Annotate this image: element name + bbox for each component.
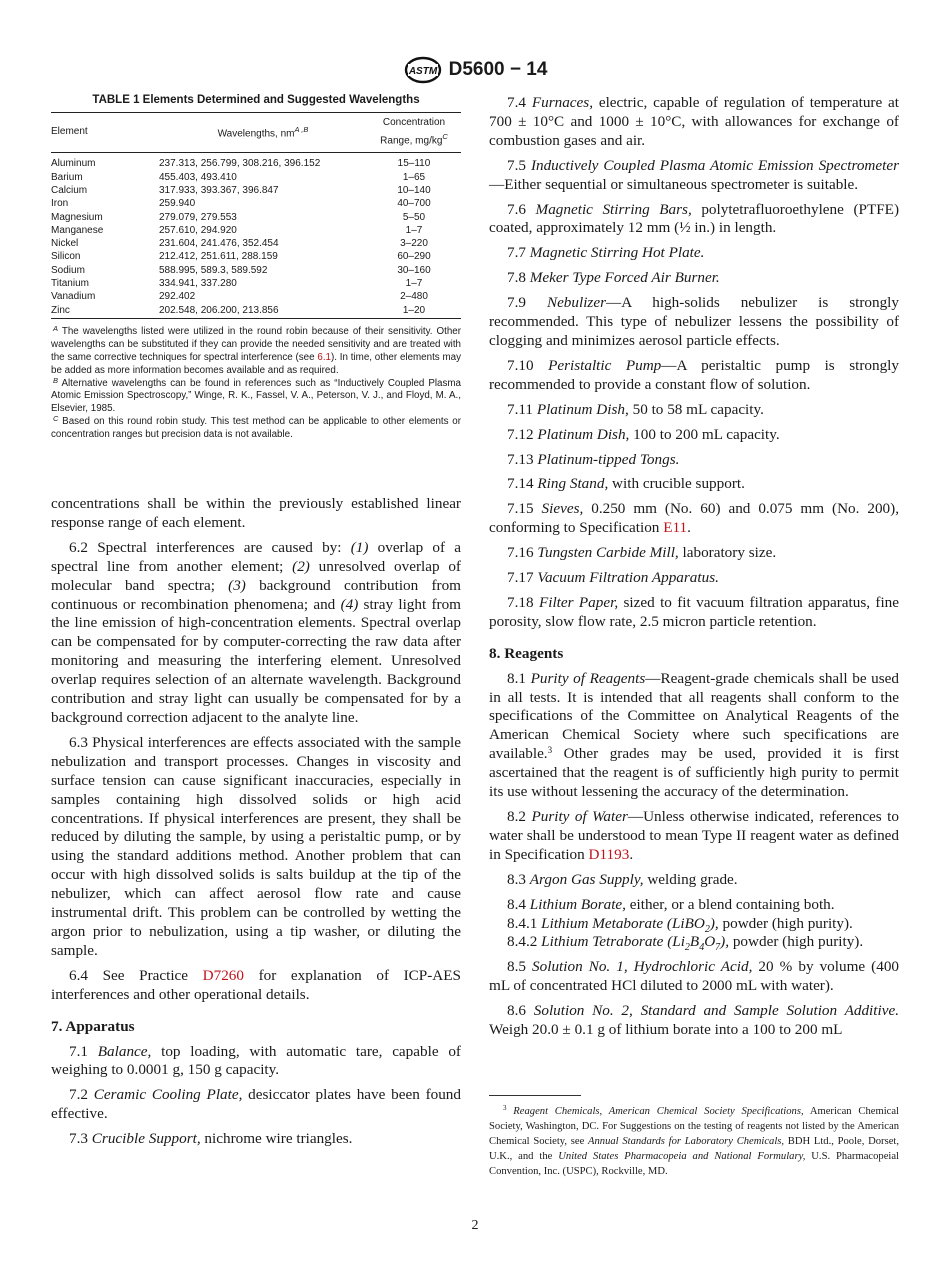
table-row	[51, 224, 461, 237]
cell-element: Iron	[51, 198, 69, 210]
footnote-divider	[489, 1095, 581, 1096]
page-header	[0, 56, 950, 86]
paragraph-7-12: 7.12 Platinum Dish, 100 to 200 mL capacity.	[507, 425, 780, 443]
paragraph-7-15: 7.15 Sieves, 0.250 mm (No. 60) and 0.075 mm (No. 200), conforming to Specification E11.	[489, 500, 899, 537]
cell-range: 1–7	[405, 278, 423, 289]
table-footnote-b: $^B$ Alternative wavelengths can be found in references such as “Inductively Coupled Plasma Atomic Emission Spectroscopy,” Winge, R. K., Fassel, V. A., Peterson, V. J., and Floyd, M. A., Elsevier, 1985.	[51, 375, 461, 415]
table-footnote-a: $^A$ The wavelengths listed were utilized in the round robin because of their sensitivity. Other wavelengths can be substituted if they can provide the needed sensitivity and are treated with the same corrective techniques for spectral interference (see 6.1). In time, other elements may be added as more information becomes available and as required.	[51, 323, 462, 376]
left-body-text	[51, 495, 461, 1149]
cell-element: Titanium	[51, 278, 89, 289]
paragraph-7-6: 7.6 Magnetic Stirring Bars, polytetrafluoroethylene (PTFE) coated, approximately 12 mm (½ in.) in length.	[489, 200, 900, 237]
table-row	[51, 211, 461, 224]
e11-link[interactable]: E11	[663, 519, 688, 537]
column-header-element: Element	[51, 113, 159, 153]
right-column	[489, 94, 899, 1046]
cell-wavelengths: 317.933, 393.367, 396.847	[159, 184, 279, 196]
table-row	[51, 237, 461, 250]
table-row	[51, 304, 461, 319]
table-footnotes	[51, 323, 462, 442]
paragraph-7-17: 7.17 Vacuum Filtration Apparatus.	[507, 569, 719, 587]
paragraph-8-6: 8.6 Solution No. 2, Standard and Sample Solution Additive. Weigh 20.0 ± 0.1 g of lithium borate into a 100 to 200 mL	[489, 1002, 899, 1039]
table-header-row	[51, 113, 461, 153]
cell-range: 40–700	[397, 198, 431, 210]
table-row	[51, 197, 461, 210]
paragraph-8-4-1: 8.4.1 Lithium Metaborate (LiBO$_2$), powder (high purity).	[507, 914, 853, 935]
table-row	[51, 153, 461, 171]
section-6-1-link[interactable]: 6.1	[317, 351, 332, 363]
cell-range: 5–50	[402, 211, 426, 223]
cell-wavelengths: 259.940	[159, 198, 196, 210]
paragraph-7-9: 7.9 Nebulizer—A high-solids nebulizer is strongly recommended. This type of nebulizer lessens the possibility of clogging and minimizes aerosol particle effects.	[489, 294, 899, 349]
table-footnote-c: $^C$ Based on this round robin study. This test method can be applicable to other elements or concentration ranges but precision data is not available.	[51, 414, 461, 441]
paragraph-7-4: 7.4 Furnaces, electric, capable of regulation of temperature at 700 ± 10°C and 1000 ± 10°C, with allowances for exchange of combustion gases and air.	[489, 94, 900, 149]
table-row	[51, 264, 461, 277]
paragraph-8-2: 8.2 Purity of Water—Unless otherwise indicated, references to water shall be understood to mean Type II reagent water as defined in Specification D1193.	[489, 808, 899, 863]
astm-logo-text: ASTM	[408, 66, 437, 77]
paragraph-7-3: 7.3 Crucible Support, nichrome wire triangles.	[69, 1130, 353, 1148]
paragraph-7-13: 7.13 Platinum-tipped Tongs.	[507, 450, 680, 468]
table-row	[51, 290, 461, 303]
cell-range: 60–290	[397, 251, 431, 263]
cell-wavelengths: 231.604, 241.476, 352.454	[159, 238, 279, 250]
table-row	[51, 171, 461, 184]
paragraph-6-3: 6.3 Physical interferences are effects associated with the sample nebulization and transport processes. Changes in viscosity and surface tension can cause significant inaccuracies, especially in samples containing high dissolved solids or high acid concentrations. If physical interferences are present, they shall be reduced by diluting the sample, by using a peristaltic pump, or by using the standard additions method. Another problem that can occur with high dissolved solids is salts buildup at the tip of the nebulizer, which can affect aerosol flow rate and cause instrumental drift. This problem can be controlled by wetting the argon prior to nebulization, using a tip washer, or diluting the sample.	[51, 733, 461, 959]
cell-wavelengths: 202.548, 206.200, 213.856	[159, 304, 367, 319]
paragraph-8-1: 8.1 Purity of Reagents—Reagent-grade chemicals shall be used in all tests. It is intended that all reagents shall conform to the specifications of the Committee on Analytical Reagents of the American Chemical Society where such specifications are available.$^3$ Other grades may be used, provided it is first ascertained that the reagent is of sufficiently high purity to permit its use without lessening the accuracy of the determination.	[489, 669, 900, 801]
document-number: D5600 − 14	[448, 59, 548, 80]
cell-range: 1–7	[405, 224, 423, 236]
section-heading-apparatus: 7. Apparatus	[51, 1017, 135, 1035]
paragraph-7-10: 7.10 Peristaltic Pump—A peristaltic pump is strongly recommended to provide a constant flow of solution.	[489, 356, 899, 393]
paragraph-7-8: 7.8 Meker Type Forced Air Burner.	[507, 269, 720, 287]
cell-element: Zinc	[51, 304, 159, 319]
cell-element: Barium	[51, 171, 83, 183]
cell-wavelengths: 257.610, 294.920	[159, 224, 237, 236]
cell-range: 10–140	[397, 184, 431, 196]
cell-range: 1–20	[367, 304, 461, 319]
cell-wavelengths: 292.402	[159, 291, 196, 303]
cell-element: Magnesium	[51, 211, 103, 223]
cell-element: Vanadium	[51, 291, 96, 303]
cell-range: 2–480	[400, 291, 428, 303]
cell-element: Calcium	[51, 184, 88, 196]
column-header-range: Concentration Range, $mg/kg^C$	[367, 113, 461, 153]
footnote-3: $^3$ Reagent Chemicals, American Chemical Society Specifications, American Chemical Society, Washington, DC. For Suggestions on the testing of reagents not listed by the American Chemical Society, see Annual Standards for Laboratory Chemicals, BDH Ltd., Poole, Dorset, U.K., and the United States Pharmacopeia and National Formulary, U.S. Pharmacopeial Convention, Inc. (USPC), Rockville, MD.	[489, 1104, 899, 1178]
cell-range: 1–65	[402, 171, 426, 183]
footnote-ref-3[interactable]: 3	[547, 745, 553, 756]
paragraph-7-16: 7.16 Tungsten Carbide Mill, laboratory size.	[507, 544, 777, 562]
paragraph-7-5: 7.5 Inductively Coupled Plasma Atomic Emission Spectrometer—Either sequential or simultaneous spectrometer is suitable.	[489, 156, 899, 193]
cell-element: Aluminum	[51, 158, 96, 170]
paragraph-7-1: 7.1 Balance, top loading, with automatic tare, capable of weighing to 0.0001 g, 150 g capacity.	[51, 1042, 461, 1079]
cell-element: Manganese	[51, 224, 104, 236]
d1193-link[interactable]: D1193	[588, 845, 630, 863]
cell-wavelengths: 334.941, 337.280	[159, 278, 237, 289]
left-column	[51, 94, 461, 1155]
cell-wavelengths: 279.079, 279.553	[159, 211, 237, 223]
elements-table	[51, 112, 461, 319]
paragraph-8-3: 8.3 Argon Gas Supply, welding grade.	[507, 870, 738, 888]
cell-wavelengths: 588.995, 589.3, 589.592	[159, 264, 268, 276]
table-row	[51, 277, 461, 290]
paragraph-7-14: 7.14 Ring Stand, with crucible support.	[507, 475, 745, 493]
cell-range: 3–220	[400, 238, 428, 250]
page-number: 2	[471, 1218, 479, 1233]
cell-range: 30–160	[397, 264, 431, 276]
paragraph-7-18: 7.18 Filter Paper, sized to fit vacuum filtration apparatus, fine porosity, slow flow rate, 2.5 micron particle retention.	[489, 593, 900, 630]
paragraph-7-2: 7.2 Ceramic Cooling Plate, desiccator plates have been found effective.	[51, 1086, 461, 1123]
cell-wavelengths: 455.403, 493.410	[159, 171, 237, 183]
cell-element: Nickel	[51, 238, 79, 250]
paragraph-7-11: 7.11 Platinum Dish, 50 to 58 mL capacity.	[507, 400, 764, 418]
paragraph-8-4-2: 8.4.2 Lithium Tetraborate $(Li_2B_4O_7)$, powder (high purity).	[507, 933, 864, 954]
table-row	[51, 250, 461, 263]
section-heading-reagents: 8. Reagents	[489, 644, 564, 662]
table-title: TABLE 1 Elements Determined and Suggested Wavelengths	[92, 94, 420, 106]
d7260-link[interactable]: D7260	[202, 966, 244, 984]
cell-wavelengths: 212.412, 251.611, 288.159	[159, 251, 278, 263]
cell-wavelengths: 237.313, 256.799, 308.216, 396.152	[159, 158, 321, 170]
paragraph-6-4: 6.4 See Practice D7260 for explanation of ICP-AES interferences and other operational details.	[51, 966, 461, 1003]
table-row	[51, 184, 461, 197]
cell-element: Sodium	[51, 264, 85, 276]
cell-range: 15–110	[397, 158, 431, 170]
paragraph-continuation: concentrations shall be within the previously established linear response range of each element.	[51, 495, 461, 531]
paragraph-6-2: 6.2 Spectral interferences are caused by: (1) overlap of a spectral line from another element; (2) unresolved overlap of molecular band spectra; (3) background contribution from continuous or recombination phenomena; and (4) stray light from the line emission of high-concentration elements. Spectral overlap can be compensated for by computer-correcting the raw data after monitoring and measuring the interfering element. Unresolved overlap requires selection of an alternate wavelength. Background contribution and stray light can usually be compensated for by a background correction adjacent to the analyte line.	[51, 538, 461, 727]
cell-element: Silicon	[51, 251, 81, 263]
column-header-wavelengths: Wavelengths, $nm^{A ,B}$	[159, 113, 367, 153]
paragraph-7-7: 7.7 Magnetic Stirring Hot Plate.	[507, 244, 705, 262]
paragraph-8-5: 8.5 Solution No. 1, Hydrochloric Acid, 20 % by volume (400 mL of concentrated HCl diluted to 2000 mL with water).	[489, 958, 900, 995]
astm-logo-icon	[403, 56, 443, 84]
paragraph-8-4: 8.4 Lithium Borate, either, or a blend containing both.	[507, 895, 835, 913]
